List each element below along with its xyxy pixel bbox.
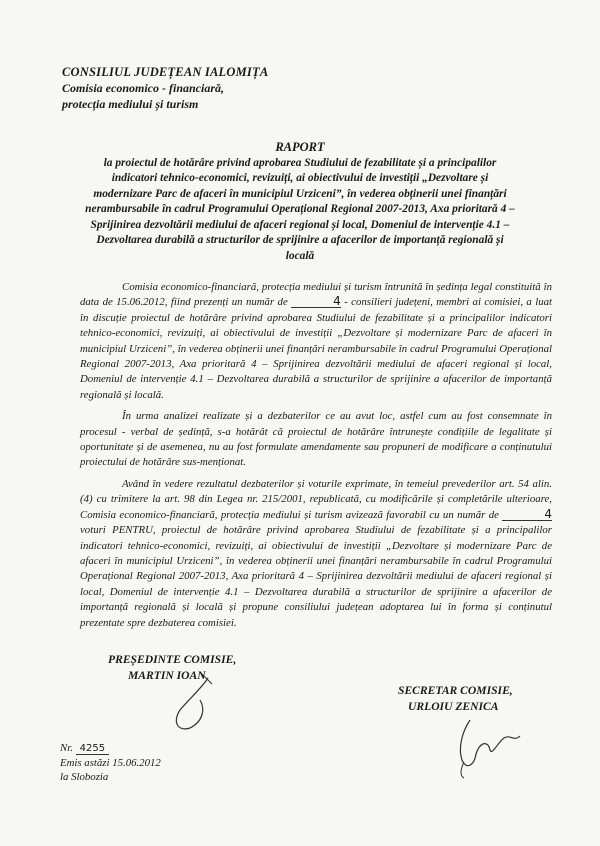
- issue-place: la Slobozia: [60, 771, 109, 783]
- report-subject-line: modernizare Parc de afaceri în municipiul Urziceni”, în vederea obținerii unei finanțări: [93, 187, 507, 200]
- president-name: MARTIN IOAN: [128, 669, 206, 682]
- report-subject-line: Sprijinirea dezvoltării mediului de afaceri regional și local, Domeniul de intervenție 4.1 –: [90, 218, 510, 231]
- council-name: CONSILIUL JUDEȚEAN IALOMIȚA: [62, 65, 269, 79]
- report-subject-line: nerambursabile în cadrul Programului Operațional Regional 2007-2013, Axa prioritară 4 –: [85, 203, 515, 215]
- report-title-block: [50, 140, 550, 264]
- registration-number: [60, 741, 161, 756]
- commission-name-line1: Comisia economico - financiară,: [62, 81, 224, 95]
- report-subject-line: Dezvoltarea durabilă a structurilor de sprijinire a afacerilor de importanță regională și: [96, 234, 504, 246]
- report-subject-line: la proiectul de hotărâre privind aprobarea Studiului de fezabilitate și a principalilor: [103, 156, 497, 169]
- president-title: PREȘEDINTE COMISIE,: [108, 653, 237, 666]
- registration-number-value: 4255: [76, 743, 109, 755]
- secretary-title: SECRETAR COMISIE,: [398, 684, 513, 697]
- secretary-name: URLOIU ZENICA: [408, 700, 499, 713]
- secretary-handwritten-signature: [440, 712, 530, 782]
- report-subject-line: locală: [285, 249, 315, 262]
- paragraph-meeting: [80, 280, 552, 403]
- paragraph-text: Având în vedere rezultatul dezbaterilor și voturile exprimate, în temeiul prevederilor art. 54 alin. (4) cu trimitere la art. 98 din Legea nr. 215/2001, republicată, cu modificările și completările ulterioare, Comisia economico-financiară, protecția mediului și turism avizează favorabil cu un număr de: [80, 477, 552, 521]
- handwritten-count: 4: [291, 295, 341, 308]
- president-handwritten-signature: [150, 670, 230, 740]
- paragraph-text: - consilieri județeni, membri ai comisiei, a luat în discuție proiectul de hotărâre privind aprobarea Studiului de fezabilitate și a principalilor indicatori tehnico-economici, revizuiți, ai obiectivului de investiții „Dezvoltare și modernizare Parc de afaceri în municipiul Urziceni”, în vederea obținerii unei finanțări nerambursabile în cadrul Programului Operațional Regional 2007-2013, Axa prioritară 4 – Sprijinirea dezvoltării mediului de afaceri regional și local, Domeniul de intervenție 4.1 – Dezvoltarea durabilă a structurilor de sprijinire a afacerilor de importanță regională și locală.: [80, 296, 552, 401]
- commission-name-line2: protecția mediului și turism: [62, 97, 199, 111]
- issue-date: Emis astăzi 15.06.2012: [60, 757, 161, 769]
- paragraph-text: voturi PENTRU, proiectul de hotărâre privind aprobarea Studiului de fezabilitate și a principalilor indicatori tehnico-economici, revizuiți, ai obiectivului de investiții „Dezvoltare și modernizare Parc de afaceri în municipiul Urziceni”, în vederea obținerii unei finanțări nerambursabile în cadrul Programului Operațional Regional 2007-2013, Axa prioritară 4 – Sprijinirea dezvoltării mediului de afaceri regional și local, Domeniul de intervenție 4.1 – Dezvoltarea durabilă a structurilor de sprijinire a afacerilor de importanță regională și locală și propune consiliului județean adoptarea lui în forma și conținutul prezentate spre dezbaterea comisiei.: [80, 524, 552, 629]
- handwritten-votes: 4: [502, 508, 552, 521]
- registration-number-label: Nr.: [60, 742, 73, 754]
- paragraph-analysis: În urma analizei realizate și a dezbaterilor ce au avut loc, astfel cum au fost consemnate în procesul - verbal de ședință, s-a hotărât că proiectul de hotărâre întrunește condițiile de legalitate și oportunitate și de asemenea, nu au fost formulate amendamente sau propuneri de modificare a conținutului proiectului de hotărâre sus-menționat.: [80, 410, 552, 469]
- issuer-header: [62, 64, 268, 112]
- document-footer: [60, 741, 161, 784]
- report-subject-line: indicatori tehnico-economici, revizuiți, ai obiectivului de investiții „Dezvoltare și: [111, 172, 489, 184]
- paragraph-text: Comisia economico-financiară, protecția mediului și turism întrunită în ședința legal constituită în data de 15.06.2012, fiind prezenți un număr de: [80, 281, 552, 309]
- secretary-signature-block: [398, 683, 513, 715]
- report-body: [80, 280, 552, 637]
- paragraph-decision: [80, 477, 552, 631]
- report-title: RAPORT: [275, 140, 325, 154]
